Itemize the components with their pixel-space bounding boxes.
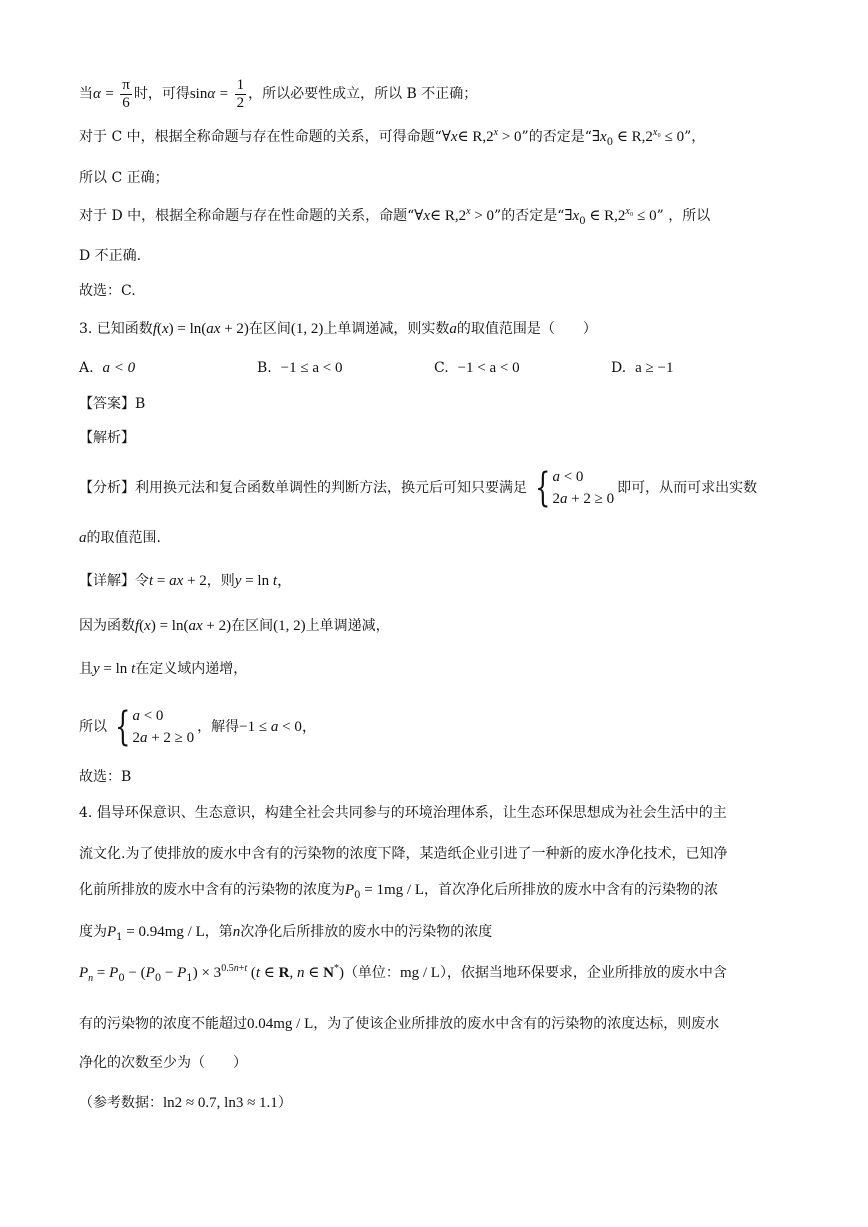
text-segment: 对于 C 中，根据全称命题与存在性命题的关系，可得命题“ <box>79 129 442 145</box>
text-segment: 对于 D 中，根据全称命题与存在性命题的关系，命题“ <box>79 208 415 224</box>
text-segment: 的取值范围. <box>86 530 161 546</box>
text-segment: 次净化后所排放的废水中的污染物的浓度 <box>240 924 493 940</box>
text-line-4: 对于 D 中，根据全称命题与存在性命题的关系，命题“∀x∈ $R,2^x > 0$”的否定是“$\exists x_0$ ∈ $R,2^{x_0} \le 0$” ，所以 <box>79 206 711 227</box>
text-segment: 时，可得 <box>133 86 190 102</box>
text-segment: ”的否定是“ <box>521 129 592 145</box>
fraction-pi-over-6: $\frac{\pi}{6}$ <box>122 76 130 111</box>
fraction-one-half: $\frac{1}{2}$ <box>236 76 245 111</box>
detail-line-5: 故选：B <box>79 769 132 785</box>
question-4-line-1: 4. 倡导环保意识、生态意识，构建全社会共同参与的环境治理体系，让生态环保思想成为社会生活中的主 <box>79 805 727 821</box>
option-a-label: A. <box>79 360 94 376</box>
text-line-6: 故选：C. <box>79 283 136 299</box>
inequality-system: { a < 0 2a + 2 ≥ 0 <box>535 465 615 511</box>
option-c-value: −1 < a < 0 <box>457 360 520 376</box>
option-a <box>79 360 135 377</box>
text-line-5: D 不正确. <box>79 248 142 264</box>
text-segment: ），依据当地环保要求，企业所排放的废水中含 <box>439 965 727 981</box>
option-d-label: D. <box>611 360 627 376</box>
text-segment: ” ，所以 <box>656 208 711 224</box>
question-4-line-8: （参考数据：ln2 ≈ 0.7, ln3 ≈ 1.1） <box>79 1095 292 1111</box>
text-line-1: 当α = $\frac{\pi}{6}$ 时，可得sinα = $\frac{1}{2}$ ，所以必要性成立，所以 B 不正确； <box>79 76 478 111</box>
text-segment: ，则 <box>206 573 235 589</box>
text-segment: （参考数据： <box>79 1095 163 1111</box>
option-c <box>434 360 520 377</box>
text-segment: ） <box>277 1095 292 1111</box>
text-segment: 上单调递减， <box>305 618 390 634</box>
text-segment: 的取值范围是（ ） <box>456 321 597 337</box>
option-b-label: B. <box>257 360 272 376</box>
question-4-line-7: 净化的次数至少为（ ） <box>79 1055 247 1071</box>
text-segment: 即可，从而可求出实数 <box>617 480 758 496</box>
text-line-2: 对于 C 中，根据全称命题与存在性命题的关系，可得命题“∀x∈ $R,2^x > 0$”的否定是“$\exists x_0$ ∈ $R,2^{x_0} \le 0$”， <box>79 127 706 148</box>
option-d <box>611 360 673 377</box>
text-line-3: 所以 C 正确； <box>79 170 169 186</box>
text-segment: 上单调递减，则实数 <box>323 321 450 337</box>
detail-line-3: 且y = ln t在定义域内递增， <box>79 661 248 677</box>
question-4-line-3: 化前所排放的废水中含有的污染物的浓度为$P_0 = 1mg / L$，首次净化后所排放的废水中含有的污染物的浓 <box>79 882 719 901</box>
answer-line: 【答案】B <box>79 396 146 412</box>
option-b <box>257 360 342 377</box>
text-segment: ，首次净化后所排放的废水中含有的污染物的浓 <box>424 882 719 898</box>
detail-line-1: 【详解】令t = ax + 2，则y = ln t， <box>79 573 293 589</box>
text-segment: 化前所排放的废水中含有的污染物的浓度为 <box>79 882 345 898</box>
text-segment: 【详解】令 <box>79 573 149 589</box>
text-segment: 且 <box>79 661 93 677</box>
text-segment: ”的否定是“ <box>494 208 565 224</box>
text-segment: （单位： <box>343 965 400 981</box>
detail-line-2: 因为函数f(x) = ln(ax + 2)在区间(1, 2)上单调递减， <box>79 618 390 634</box>
text-segment: 在区间 <box>248 321 291 337</box>
text-segment: ”， <box>684 129 706 145</box>
text-segment: 度为 <box>79 924 107 940</box>
question-3: 3. 已知函数f(x) = ln(ax + 2)在区间(1, 2)上单调递减，则实数a的取值范围是（ ） <box>79 321 597 337</box>
analysis-heading: 【解析】 <box>79 430 135 446</box>
text-segment: 所以 <box>79 719 107 735</box>
text-segment: ，所以必要性成立，所以 B 不正确； <box>248 86 478 102</box>
text-segment: 【分析】利用换元法和复合函数单调性的判断方法，换元后可知只要满足 <box>79 480 527 496</box>
analysis-line-2: a的取值范围. <box>79 530 161 546</box>
option-b-value: −1 ≤ a < 0 <box>280 360 343 376</box>
text-segment: 有的污染物的浓度不能超过 <box>79 1016 247 1032</box>
text-segment: ，解得 <box>197 719 240 735</box>
text-segment: ，为了使该企业所排放的废水中含有的污染物的浓度达标，则废水 <box>313 1016 720 1032</box>
option-d-value: a ≥ −1 <box>635 360 674 376</box>
question-4-line-4: 度为$P_1 = 0.94mg / L$，第n次净化后所排放的废水中的污染物的浓度 <box>79 924 493 943</box>
text-segment: 当 <box>79 86 93 102</box>
text-segment: 在区间 <box>231 618 274 634</box>
inequality-system: { a < 0 2a + 2 ≥ 0 <box>115 704 195 750</box>
question-4-line-5: $P_n = P_0 - (P_0 - P_1) \times 3^{0.5n+t}$ (t ∈ R, n ∈ N*)（单位：mg / L），依据当地环保要求，企业所排放的废水中含 <box>79 963 727 984</box>
analysis-line <box>79 466 757 510</box>
text-segment: 3. 已知函数 <box>79 321 153 337</box>
question-4-line-2: 流文化.为了使排放的废水中含有的污染物的浓度下降，某造纸企业引进了一种新的废水净化技术，已知净 <box>79 846 728 862</box>
text-segment: 因为函数 <box>79 618 135 634</box>
detail-line-4: 所以 { a < 0 2a + 2 ≥ 0 ，解得−1 ≤ a < 0， <box>79 704 317 750</box>
text-segment: ，第 <box>204 924 233 940</box>
question-4-line-6: 有的污染物的浓度不能超过0.04mg / L，为了使该企业所排放的废水中含有的污染物的浓度达标，则废水 <box>79 1016 720 1032</box>
text-segment: 在定义域内递增， <box>135 661 248 677</box>
option-c-label: C. <box>434 360 449 376</box>
option-a-value: a < 0 <box>102 360 136 376</box>
